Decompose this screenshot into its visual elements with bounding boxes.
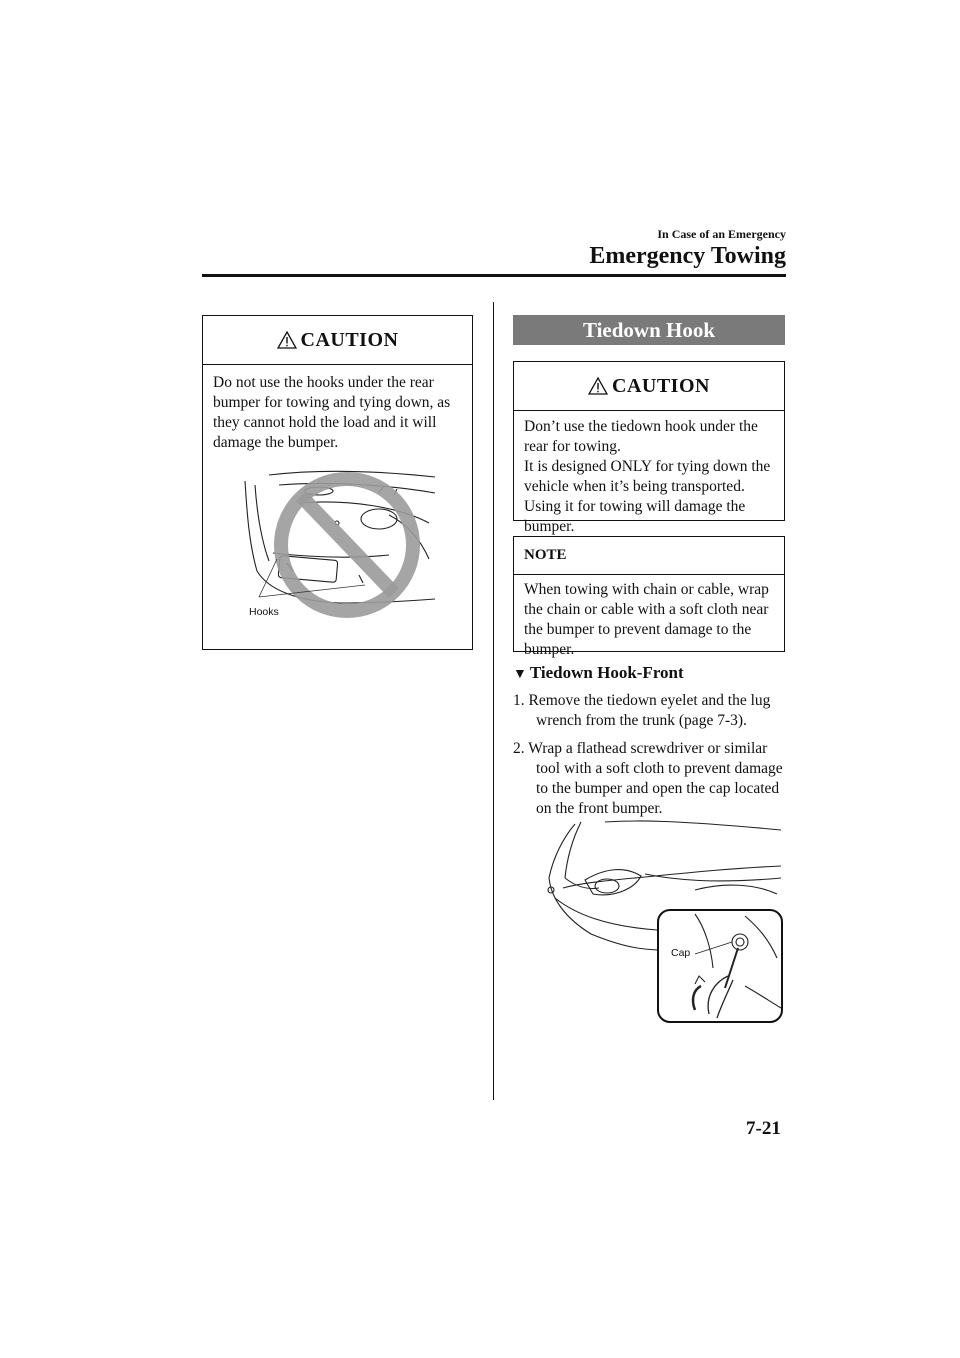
triangle-marker-icon: ▼: [513, 667, 527, 682]
warning-icon: [588, 377, 608, 395]
caution-text: Do not use the hooks under the rear bumper for towing and tying down, as they cannot hold the load and it will damage the bumper.: [213, 374, 451, 451]
caution-box-tiedown: [513, 361, 785, 535]
subsection-heading-text: Tiedown Hook-Front: [529, 663, 684, 682]
caution-header: [203, 316, 472, 365]
tiedown-hook-banner: Tiedown Hook: [513, 315, 785, 345]
subsection-heading: [513, 663, 684, 683]
caution-box-hooks: [202, 315, 473, 650]
hooks-label: Hooks: [249, 606, 279, 618]
note-title: NOTE: [514, 537, 784, 575]
note-box: [513, 536, 785, 658]
cap-label: Cap: [671, 947, 691, 959]
column-divider: [493, 302, 494, 1100]
caution-title: CAUTION: [300, 328, 399, 351]
chapter-title: In Case of an Emergency: [657, 227, 786, 241]
caution-line: Using it for towing will damage the bumper.: [524, 498, 746, 535]
section-title: Emergency Towing: [589, 243, 786, 269]
header-rule: [202, 274, 786, 277]
page-number: 7-21: [746, 1118, 781, 1139]
note-text: When towing with chain or cable, wrap the chain or cable with a soft cloth near the bumper to prevent damage to the bumper.: [524, 581, 769, 658]
step-item: 1. Remove the tiedown eyelet and the lug wrench from the trunk (page 7-3).: [513, 692, 771, 729]
caution-line: Don’t use the tiedown hook under the rear for towing.: [524, 418, 758, 455]
caution-text: [514, 411, 784, 547]
rear-bumper-prohibited-illustration: [239, 463, 439, 623]
warning-icon: [277, 331, 297, 349]
front-bumper-cap-illustration: [545, 818, 785, 1026]
caution-line: It is designed ONLY for tying down the vehicle when it’s being transported.: [524, 458, 771, 495]
caution-title: CAUTION: [612, 374, 710, 397]
step-item: 2. Wrap a flathead screwdriver or similar tool with a soft cloth to prevent damage to the bumper and open the cap located on the front bumper.: [513, 740, 783, 817]
caution-header: [514, 362, 784, 411]
